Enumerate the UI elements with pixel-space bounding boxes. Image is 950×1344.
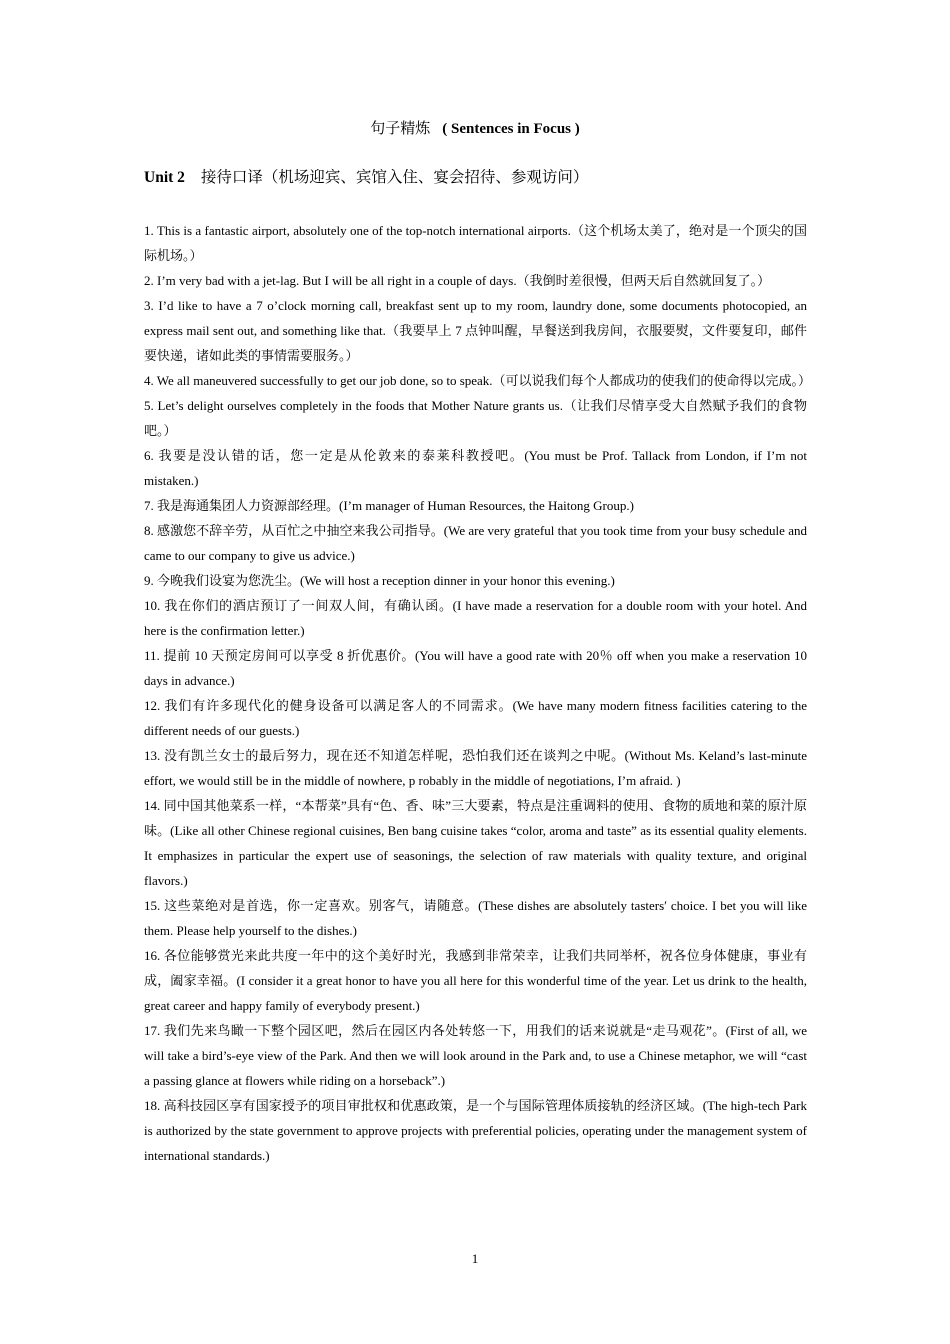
sentence-item: 11. 提前 10 天预定房间可以享受 8 折优惠价。(You will have a good rate with 20％ off when you make a reservation 10 days in advance.) bbox=[144, 648, 807, 688]
unit-heading bbox=[144, 166, 807, 190]
sentence-item: 6. 我要是没认错的话，您一定是从伦敦来的泰莱科教授吧。(You must be Prof. Tallack from London, if I’m not mistaken.) bbox=[144, 448, 807, 488]
sentence-item: 16. 各位能够赏光来此共度一年中的这个美好时光，我感到非常荣幸，让我们共同举杯，祝各位身体健康，事业有成，阖家幸福。(I consider it a great honor to have you all here for this wonderful time of the year. Let us drink to the health, great career and happy family of everybody present.) bbox=[144, 948, 807, 1013]
sentence-item: 15. 这些菜绝对是首选，你一定喜欢。别客气，请随意。(These dishes are absolutely tasters′ choice. I bet you will like them. Please help yourself to the dishes.) bbox=[144, 898, 807, 938]
sentence-item: 10. 我在你们的酒店预订了一间双人间，有确认函。(I have made a reservation for a double room with your hotel. And here is the confirmation letter.) bbox=[144, 598, 807, 638]
sentence-item: 2. I’m very bad with a jet-lag. But I will be all right in a couple of days.（我倒时差很慢，但两天后自然就回复了。） bbox=[144, 273, 771, 288]
sentence-item: 13. 没有凯兰女士的最后努力，现在还不知道怎样呢，恐怕我们还在谈判之中呢。(Without Ms. Keland’s last-minute effort, we would still be in the middle of nowhere, p robably in the middle of negotiations, I’m afraid. ) bbox=[144, 748, 807, 788]
sentence-list bbox=[144, 218, 812, 1168]
sentence-item: 4. We all maneuvered successfully to get our job done, so to speak.（可以说我们每个人都成功的使我们的使命得以完成。） bbox=[144, 373, 812, 388]
unit-label: Unit 2 bbox=[144, 169, 185, 186]
title-chinese: 句子精炼 bbox=[370, 121, 431, 137]
sentence-item: 1. This is a fantastic airport, absolutely one of the top-notch international airports.（这个机场太美了，绝对是一个顶尖的国际机场。） bbox=[144, 223, 807, 263]
sentence-item: 8. 感激您不辞辛劳，从百忙之中抽空来我公司指导。(We are very grateful that you took time from your busy schedule and came to our company to give us advice.) bbox=[144, 523, 807, 563]
sentence-item: 12. 我们有许多现代化的健身设备可以满足客人的不同需求。(We have many modern fitness facilities catering to the different needs of our guests.) bbox=[144, 698, 807, 738]
unit-title: 接待口译（机场迎宾、宾馆入住、宴会招待、参观访问） bbox=[200, 169, 589, 186]
sentence-item: 5. Let’s delight ourselves completely in the foods that Mother Nature grants us.（让我们尽情享受大自然赋予我们的食物吧。） bbox=[144, 398, 807, 438]
title-english: ( Sentences in Focus ) bbox=[442, 121, 580, 137]
sentence-item: 9. 今晚我们设宴为您洗尘。(We will host a reception dinner in your honor this evening.) bbox=[144, 573, 615, 588]
sentence-item: 3. I’d like to have a 7 o’clock morning call, breakfast sent up to my room, laundry done, some documents photocopied, an express mail sent out, and something like that.（我要早上 7 点钟叫醒，早餐送到我房间，衣服要熨，文件要复印，邮件要快递，诸如此类的事情需要服务。） bbox=[144, 298, 807, 363]
sentence-item: 18. 高科技园区享有国家授予的项目审批权和优惠政策，是一个与国际管理体质接轨的经济区域。(The high-tech Park is authorized by the state government to approve projects with preferential policies, operating under the management system of international standards.) bbox=[144, 1098, 807, 1163]
sentence-item: 7. 我是海通集团人力资源部经理。(I’m manager of Human Resources, the Haitong Group.) bbox=[144, 498, 634, 513]
page-number: 1 bbox=[471, 1251, 479, 1266]
sentence-item: 14. 同中国其他菜系一样，“本帮菜”具有“色、香、味”三大要素，特点是注重调料的使用、食物的质地和菜的原汁原味。(Like all other Chinese regional cuisines, Ben bang cuisine takes “color, aroma and taste” as its essential quality elements. It emphasizes in particular the expert use of seasonings, the selection of raw materials with quality texture, and original flavors.) bbox=[144, 798, 807, 888]
sentence-item: 17. 我们先来鸟瞰一下整个园区吧，然后在园区内各处转悠一下，用我们的话来说就是“走马观花”。(First of all, we will take a bird’s-eye view of the Park. And then we will look around in the Park and, to use a Chinese metaphor, we will “cast a passing glance at flowers while riding on a horseback”.) bbox=[144, 1023, 807, 1088]
document-title bbox=[0, 118, 950, 140]
